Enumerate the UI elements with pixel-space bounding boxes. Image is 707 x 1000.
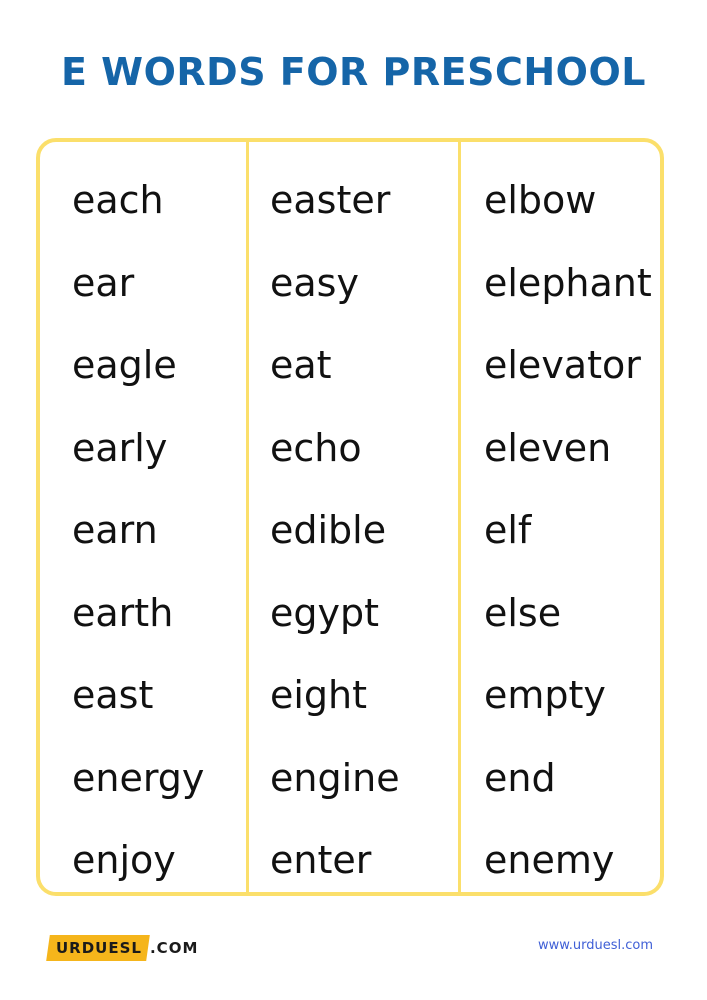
word-column-2: [270, 174, 400, 917]
word-item: echo: [270, 425, 362, 470]
word-item: earn: [72, 508, 158, 552]
word-item: enemy: [484, 838, 615, 882]
word-column-3: [484, 174, 652, 917]
word-item: else: [484, 590, 562, 635]
word-item: empty: [484, 673, 606, 717]
logo-main-text: URDUESL: [56, 939, 142, 957]
column-divider: [246, 142, 249, 892]
word-item: east: [72, 673, 154, 717]
word-item: engine: [270, 755, 400, 800]
word-item: elevator: [484, 343, 641, 387]
word-item: early: [72, 425, 168, 470]
word-table: [36, 138, 664, 896]
word-item: eleven: [484, 425, 612, 470]
word-item: each: [72, 178, 164, 222]
website-link[interactable]: www.urduesl.com: [538, 938, 653, 953]
word-item: elf: [484, 508, 532, 552]
word-item: edible: [270, 508, 387, 552]
logo-suffix-text: .COM: [149, 939, 199, 957]
brand-logo[interactable]: [48, 934, 198, 962]
word-item: easy: [270, 260, 359, 305]
word-item: earth: [72, 590, 174, 635]
word-item: enter: [270, 838, 372, 882]
word-item: egypt: [270, 590, 380, 635]
column-divider: [458, 142, 461, 892]
word-item: elbow: [484, 178, 597, 222]
word-item: eagle: [72, 343, 177, 387]
word-item: end: [484, 755, 556, 800]
word-item: easter: [270, 178, 391, 222]
word-item: eat: [270, 343, 332, 387]
word-item: eight: [270, 673, 368, 717]
logo-tag: [46, 935, 150, 961]
word-column-1: [72, 174, 204, 917]
word-item: energy: [72, 755, 205, 800]
word-item: elephant: [484, 260, 652, 305]
page-title: E WORDS FOR PRESCHOOL: [60, 50, 646, 94]
word-item: enjoy: [72, 838, 176, 882]
word-item: ear: [72, 260, 135, 305]
